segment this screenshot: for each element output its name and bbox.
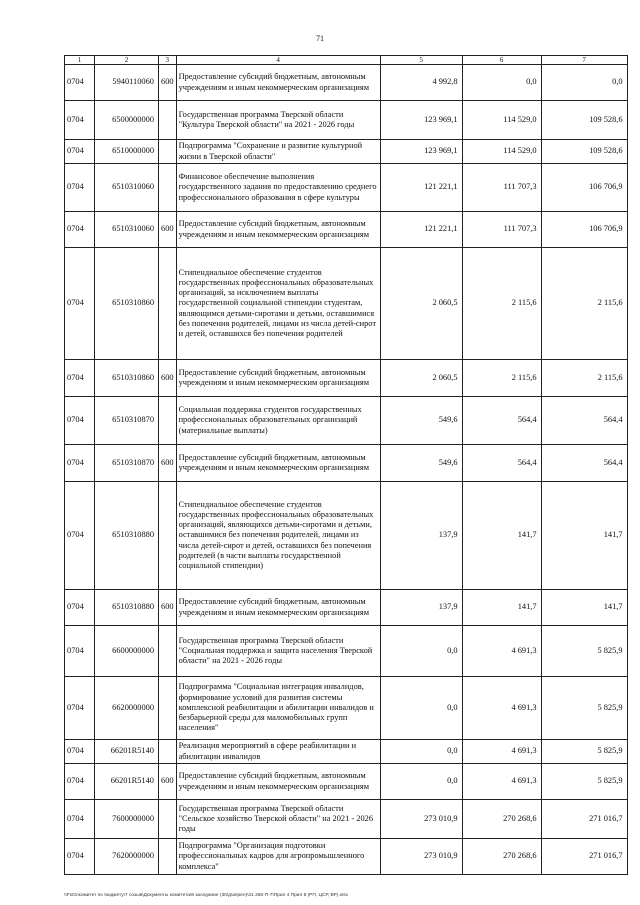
amount-2026-cell: 0,0	[541, 65, 627, 101]
header-cell: 6	[462, 56, 541, 65]
expense-type-cell	[159, 248, 177, 360]
table-row	[65, 800, 628, 839]
table-row	[65, 677, 628, 740]
amount-2024-cell: 273 010,9	[380, 800, 462, 839]
header-cell: 5	[380, 56, 462, 65]
table-row	[65, 248, 628, 360]
expense-type-cell	[159, 164, 177, 212]
amount-2024-cell: 123 969,1	[380, 140, 462, 164]
description-cell: Государственная программа Тверской области "Социальная поддержка и защита населения Тверской области" на 2021 - 2026 годы	[176, 626, 380, 677]
amount-2025-cell: 4 691,3	[462, 740, 541, 764]
amount-2024-cell: 549,6	[380, 397, 462, 445]
target-code-cell: 6510310880	[95, 482, 159, 590]
amount-2025-cell: 2 115,6	[462, 248, 541, 360]
amount-2026-cell: 564,4	[541, 445, 627, 482]
amount-2026-cell: 141,7	[541, 482, 627, 590]
table-row	[65, 101, 628, 140]
amount-2026-cell: 106 706,9	[541, 164, 627, 212]
amount-2025-cell: 4 691,3	[462, 626, 541, 677]
section-code-cell: 0704	[65, 482, 95, 590]
table-row	[65, 740, 628, 764]
section-code-cell: 0704	[65, 212, 95, 248]
description-cell: Государственная программа Тверской области "Сельское хозяйство Тверской области" на 2021 - 2026 годы	[176, 800, 380, 839]
description-cell: Подпрограмма "Сохранение и развитие культурной жизни в Тверской области"	[176, 140, 380, 164]
amount-2025-cell: 270 268,6	[462, 839, 541, 875]
target-code-cell: 66201R5140	[95, 764, 159, 800]
amount-2025-cell: 114 529,0	[462, 101, 541, 140]
budget-table	[64, 55, 628, 875]
target-code-cell: 66201R5140	[95, 740, 159, 764]
expense-type-cell: 600	[159, 590, 177, 626]
amount-2025-cell: 4 691,3	[462, 677, 541, 740]
amount-2024-cell: 137,9	[380, 590, 462, 626]
description-cell: Реализация мероприятий в сфере реабилитации и абилитации инвалидов	[176, 740, 380, 764]
description-cell: Стипендиальное обеспечение студентов государственных профессиональных образовательных организаций, являющихся детьми-сиротами и детьми, оставшимися без попечения родителей, лицами из числа детей-сирот и детей, оставшихся без попечения родителей (в части выплаты государственной социальной стипендии)	[176, 482, 380, 590]
section-code-cell: 0704	[65, 839, 95, 875]
amount-2025-cell: 2 115,6	[462, 360, 541, 397]
expense-type-cell	[159, 740, 177, 764]
section-code-cell: 0704	[65, 740, 95, 764]
amount-2026-cell: 109 528,6	[541, 101, 627, 140]
table-row	[65, 764, 628, 800]
section-code-cell: 0704	[65, 164, 95, 212]
expense-type-cell	[159, 626, 177, 677]
amount-2025-cell: 0,0	[462, 65, 541, 101]
target-code-cell: 6510310870	[95, 445, 159, 482]
section-code-cell: 0704	[65, 360, 95, 397]
section-code-cell: 0704	[65, 590, 95, 626]
target-code-cell: 6510310060	[95, 212, 159, 248]
target-code-cell: 6510000000	[95, 140, 159, 164]
description-cell: Предоставление субсидий бюджетным, автономным учреждениям и иным некоммерческим организациям	[176, 65, 380, 101]
description-cell: Стипендиальное обеспечение студентов государственных профессиональных образовательных организаций, за исключением выплаты государственной социальной стипендии студентам, являющимся детьми-сиротами и детьми, оставшимися без попечения родителей, лицами из числа детей-сирот и детей, оставшихся без попечения родителей	[176, 248, 380, 360]
amount-2024-cell: 121 221,1	[380, 164, 462, 212]
amount-2026-cell: 2 115,6	[541, 360, 627, 397]
target-code-cell: 7600000000	[95, 800, 159, 839]
table-row	[65, 445, 628, 482]
expense-type-cell	[159, 397, 177, 445]
amount-2024-cell: 121 221,1	[380, 212, 462, 248]
header-cell: 2	[95, 56, 159, 65]
header-row	[65, 56, 628, 65]
description-cell: Предоставление субсидий бюджетным, автономным учреждениям и иным некоммерческим организациям	[176, 212, 380, 248]
amount-2025-cell: 270 268,6	[462, 800, 541, 839]
amount-2026-cell: 5 825,9	[541, 626, 627, 677]
amount-2026-cell: 271 016,7	[541, 839, 627, 875]
table-row	[65, 164, 628, 212]
expense-type-cell: 600	[159, 764, 177, 800]
amount-2024-cell: 137,9	[380, 482, 462, 590]
target-code-cell: 5940110060	[95, 65, 159, 101]
amount-2024-cell: 123 969,1	[380, 101, 462, 140]
table-row	[65, 212, 628, 248]
section-code-cell: 0704	[65, 140, 95, 164]
expense-type-cell	[159, 140, 177, 164]
amount-2024-cell: 0,0	[380, 677, 462, 740]
description-cell: Предоставление субсидий бюджетным, автономным учреждениям и иным некоммерческим организациям	[176, 590, 380, 626]
section-code-cell: 0704	[65, 800, 95, 839]
table-row	[65, 140, 628, 164]
section-code-cell: 0704	[65, 626, 95, 677]
section-code-cell: 0704	[65, 445, 95, 482]
amount-2026-cell: 141,7	[541, 590, 627, 626]
amount-2024-cell: 4 992,8	[380, 65, 462, 101]
amount-2026-cell: 2 115,6	[541, 248, 627, 360]
amount-2024-cell: 273 010,9	[380, 839, 462, 875]
file-path-footer: \\Fs01\комитет по бюджету\7 созыв\Документы комитета\8 заседание (30\д\апрел)\41 266-П-7\Прил 4 Прил 8 (РП, ЦСР, ВР).xlsx	[64, 893, 349, 898]
amount-2026-cell: 5 825,9	[541, 764, 627, 800]
section-code-cell: 0704	[65, 764, 95, 800]
expense-type-cell: 600	[159, 360, 177, 397]
target-code-cell: 7620000000	[95, 839, 159, 875]
amount-2024-cell: 2 060,5	[380, 248, 462, 360]
description-cell: Государственная программа Тверской области "Культура Тверской области" на 2021 - 2026 годы	[176, 101, 380, 140]
header-cell: 7	[541, 56, 627, 65]
expense-type-cell	[159, 101, 177, 140]
description-cell: Социальная поддержка студентов государственных профессиональных образовательных организаций (материальные выплаты)	[176, 397, 380, 445]
header-cell: 1	[65, 56, 95, 65]
table-row	[65, 360, 628, 397]
header-cell: 3	[159, 56, 177, 65]
expense-type-cell	[159, 839, 177, 875]
expense-type-cell	[159, 677, 177, 740]
amount-2024-cell: 2 060,5	[380, 360, 462, 397]
amount-2025-cell: 111 707,3	[462, 164, 541, 212]
expense-type-cell: 600	[159, 65, 177, 101]
section-code-cell: 0704	[65, 248, 95, 360]
amount-2025-cell: 564,4	[462, 445, 541, 482]
section-code-cell: 0704	[65, 677, 95, 740]
amount-2025-cell: 141,7	[462, 590, 541, 626]
target-code-cell: 6510310880	[95, 590, 159, 626]
table-row	[65, 482, 628, 590]
description-cell: Предоставление субсидий бюджетным, автономным учреждениям и иным некоммерческим организациям	[176, 445, 380, 482]
page-number: 71	[316, 34, 324, 43]
amount-2024-cell: 0,0	[380, 764, 462, 800]
table-row	[65, 397, 628, 445]
table-row	[65, 626, 628, 677]
expense-type-cell: 600	[159, 445, 177, 482]
amount-2025-cell: 564,4	[462, 397, 541, 445]
target-code-cell: 6510310060	[95, 164, 159, 212]
amount-2026-cell: 271 016,7	[541, 800, 627, 839]
section-code-cell: 0704	[65, 397, 95, 445]
description-cell: Предоставление субсидий бюджетным, автономным учреждениям и иным некоммерческим организациям	[176, 360, 380, 397]
target-code-cell: 6500000000	[95, 101, 159, 140]
header-cell: 4	[176, 56, 380, 65]
description-cell: Подпрограмма "Организация подготовки профессиональных кадров для агропромышленного комплекса"	[176, 839, 380, 875]
table-row	[65, 65, 628, 101]
amount-2025-cell: 141,7	[462, 482, 541, 590]
target-code-cell: 6600000000	[95, 626, 159, 677]
amount-2024-cell: 0,0	[380, 740, 462, 764]
amount-2024-cell: 0,0	[380, 626, 462, 677]
amount-2026-cell: 564,4	[541, 397, 627, 445]
amount-2025-cell: 111 707,3	[462, 212, 541, 248]
target-code-cell: 6620000000	[95, 677, 159, 740]
amount-2026-cell: 106 706,9	[541, 212, 627, 248]
description-cell: Предоставление субсидий бюджетным, автономным учреждениям и иным некоммерческим организациям	[176, 764, 380, 800]
section-code-cell: 0704	[65, 101, 95, 140]
amount-2026-cell: 5 825,9	[541, 677, 627, 740]
amount-2026-cell: 5 825,9	[541, 740, 627, 764]
table-row	[65, 590, 628, 626]
amount-2025-cell: 4 691,3	[462, 764, 541, 800]
description-cell: Подпрограмма "Социальная интеграция инвалидов, формирование условий для развития системы комплексной реабилитации и абилитации инвалидов и безбарьерной среды для маломобильных групп населения"	[176, 677, 380, 740]
table-row	[65, 839, 628, 875]
expense-type-cell: 600	[159, 212, 177, 248]
expense-type-cell	[159, 800, 177, 839]
description-cell: Финансовое обеспечение выполнения государственного задания по предоставлению среднего профессионального образования в сфере культуры	[176, 164, 380, 212]
expense-type-cell	[159, 482, 177, 590]
amount-2026-cell: 109 528,6	[541, 140, 627, 164]
section-code-cell: 0704	[65, 65, 95, 101]
target-code-cell: 6510310860	[95, 360, 159, 397]
target-code-cell: 6510310860	[95, 248, 159, 360]
target-code-cell: 6510310870	[95, 397, 159, 445]
amount-2024-cell: 549,6	[380, 445, 462, 482]
amount-2025-cell: 114 529,0	[462, 140, 541, 164]
